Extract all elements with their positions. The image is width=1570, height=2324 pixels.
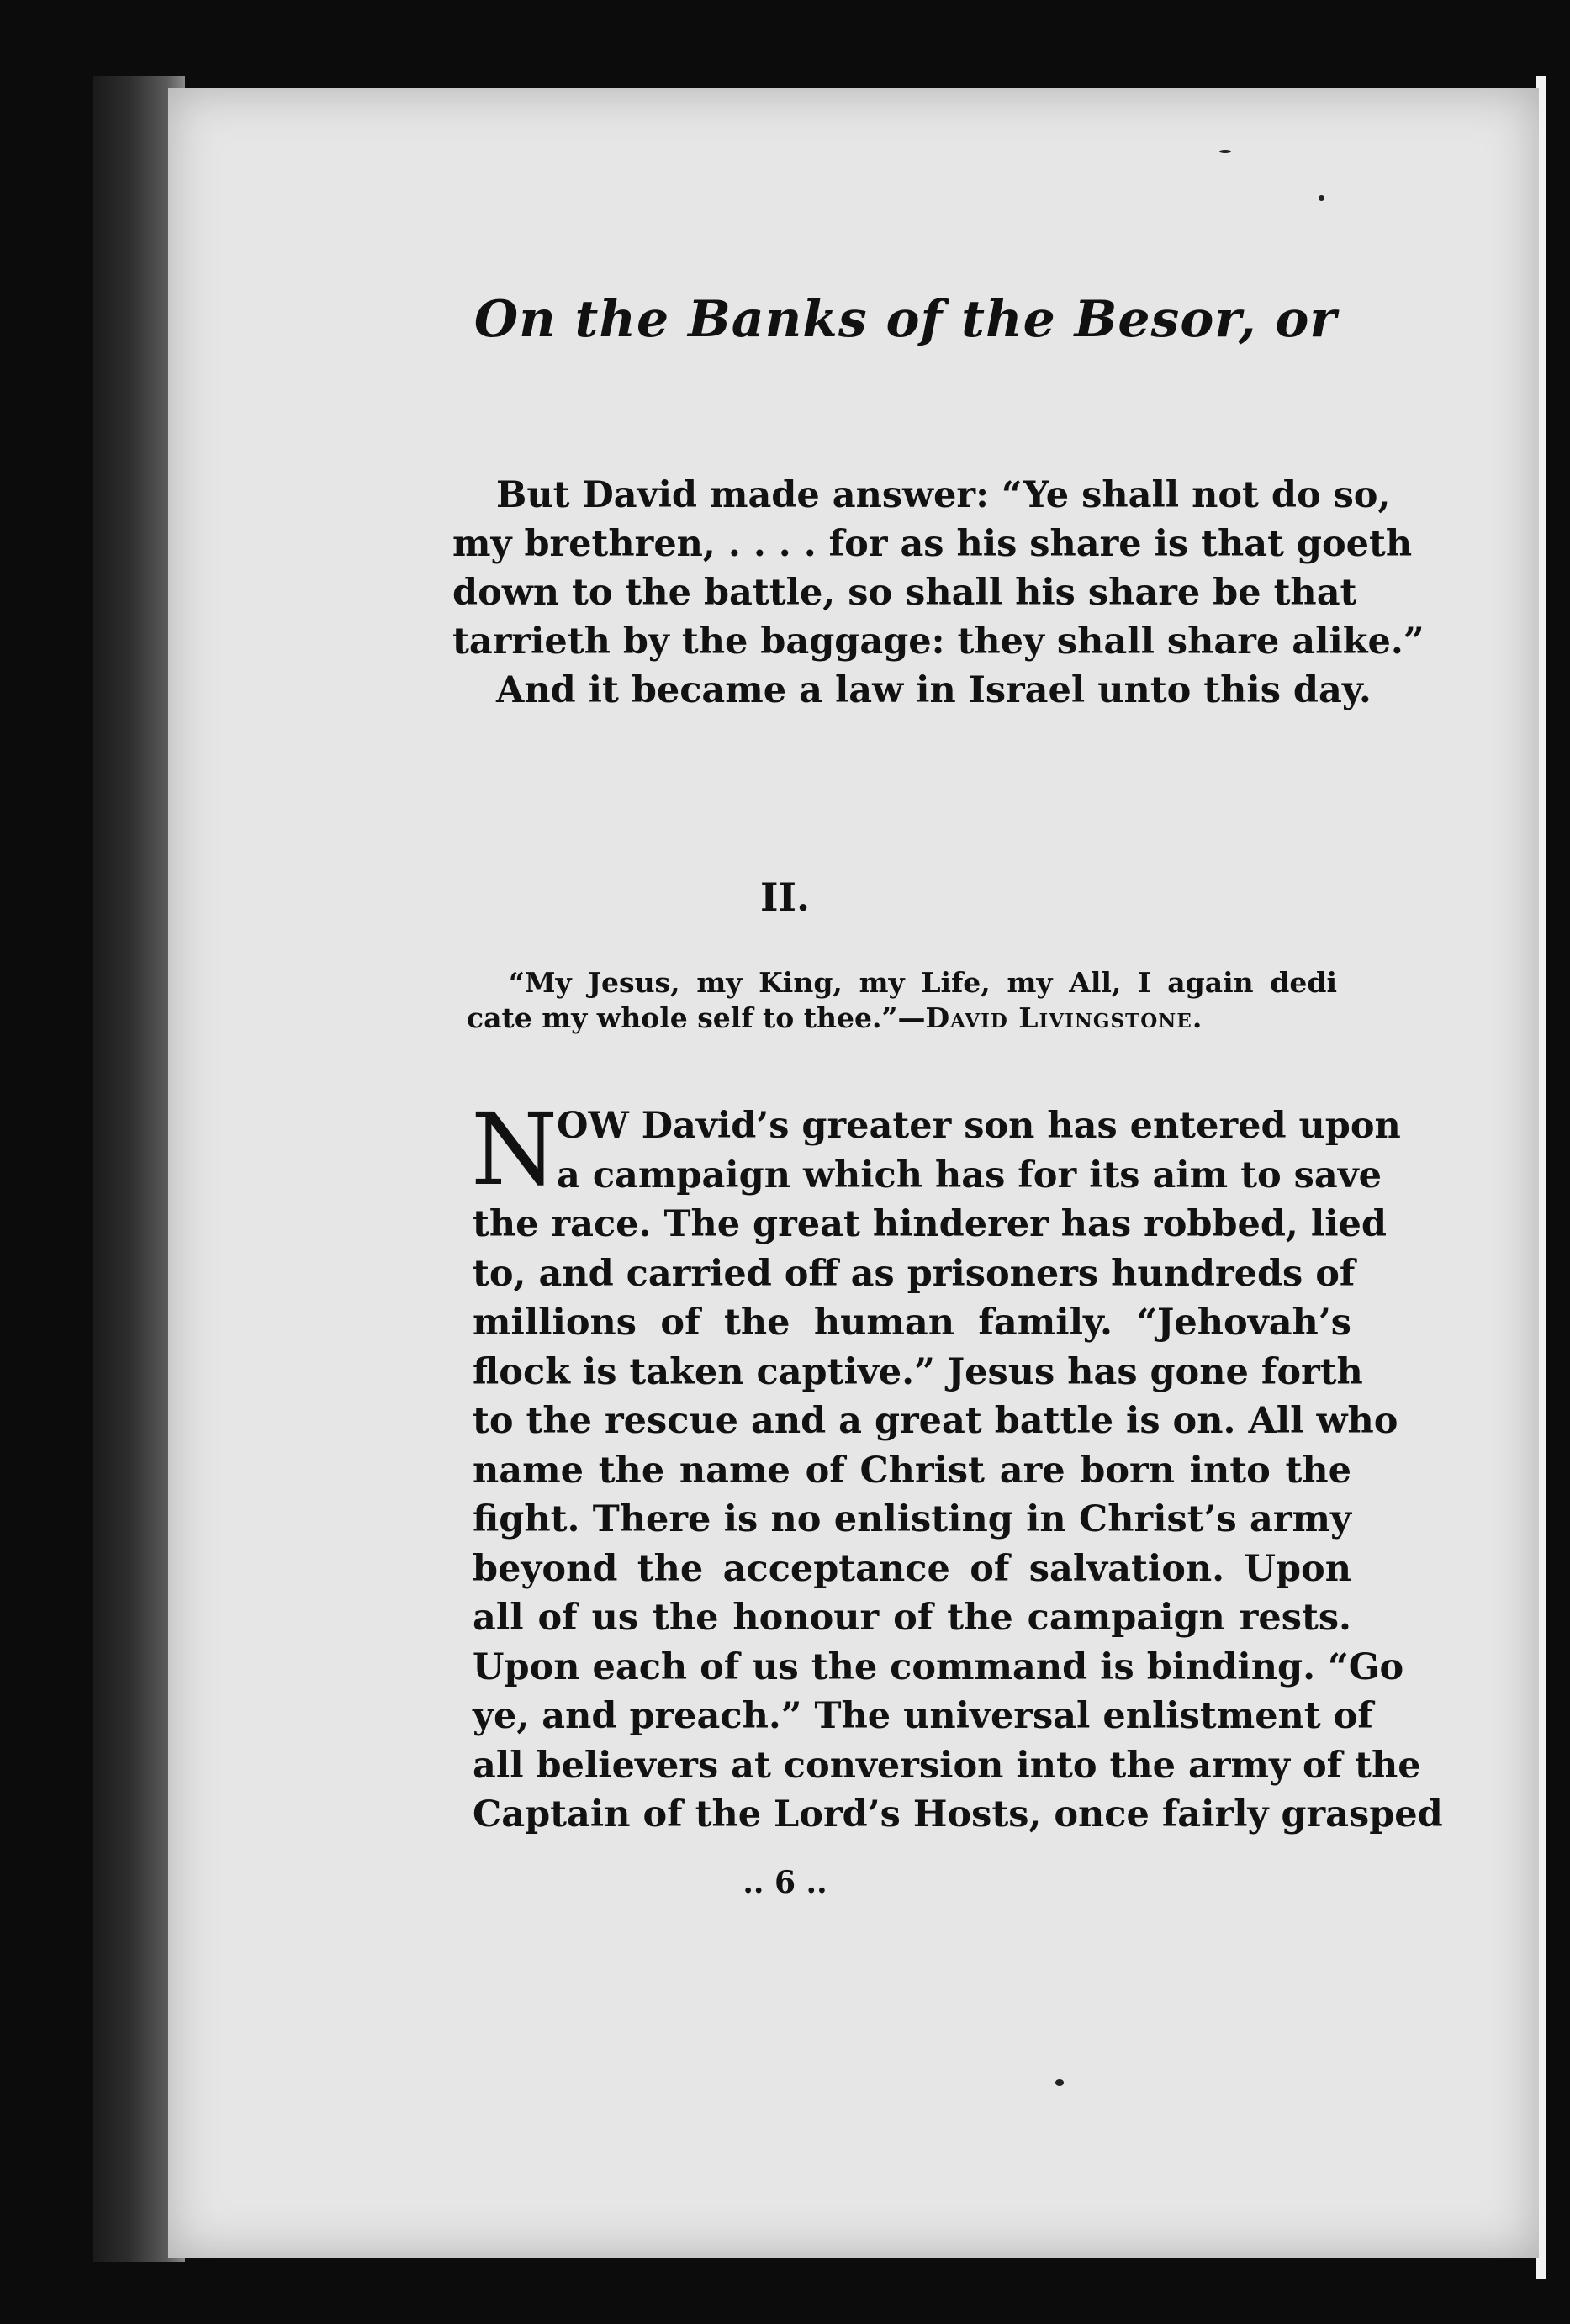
epigraph-text: cate my whole self to thee.”— <box>467 1001 926 1034</box>
text-line: name the name of Christ are born into the <box>473 1449 1351 1492</box>
scan-speck <box>1219 150 1231 153</box>
text-line: beyond the acceptance of salvation. Upon <box>473 1547 1351 1590</box>
running-title: On the Banks of the Besor, or <box>473 290 1337 349</box>
text-line: all of us the honour of the campaign rests. <box>473 1597 1351 1639</box>
text-line: my brethren, . . . . for as his share is that goeth <box>452 523 1413 565</box>
text-line: Upon each of us the command is binding. “Go <box>473 1645 1404 1688</box>
text-line: all believers at conversion into the army of the <box>473 1744 1421 1787</box>
epigraph-author: David Livingstone. <box>925 1001 1203 1034</box>
text-line: ye, and preach.” The universal enlistment of <box>473 1695 1373 1737</box>
scan-speck <box>1319 195 1324 201</box>
text-line: a campaign which has for its aim to save <box>557 1154 1382 1196</box>
paragraph-1 <box>452 471 1425 715</box>
first-word-rest: OW <box>557 1105 629 1147</box>
section-number: II. <box>759 874 811 920</box>
text-line <box>473 1101 1401 1151</box>
text-line: the race. The great hinderer has robbed, lied <box>473 1203 1387 1245</box>
text-line: tarrieth by the baggage: they shall share alike.” <box>452 621 1425 663</box>
text-line: But David made answer: “Ye shall not do so, <box>496 474 1391 516</box>
text-line: fight. There is no enlisting in Christ’s army <box>473 1498 1351 1540</box>
epigraph <box>467 965 1337 1036</box>
text-line: to the rescue and a great battle is on. All who <box>473 1400 1398 1442</box>
epigraph-line <box>467 1001 1337 1036</box>
drop-cap: N <box>471 1091 558 1207</box>
text-line: to, and carried off as prisoners hundreds of <box>473 1252 1356 1295</box>
text-line: millions of the human family. “Jehovah’s <box>473 1302 1351 1344</box>
text-line: And it became a law in Israel unto this day. <box>496 669 1372 711</box>
scan-speck <box>1055 2079 1064 2086</box>
text-line: flock is taken captive.” Jesus has gone forth <box>473 1350 1363 1393</box>
text-line-content: David’s greater son has entered upon <box>628 1105 1401 1147</box>
epigraph-line: “My Jesus, my King, my Life, my All, I again dedi <box>509 966 1337 999</box>
text-line: Captain of the Lord’s Hosts, once fairly grasped <box>473 1793 1443 1835</box>
page-number: .. 6 .. <box>743 1865 827 1900</box>
text-line: down to the battle, so shall his share be that <box>452 572 1357 614</box>
paragraph-2 <box>471 1091 1443 1840</box>
